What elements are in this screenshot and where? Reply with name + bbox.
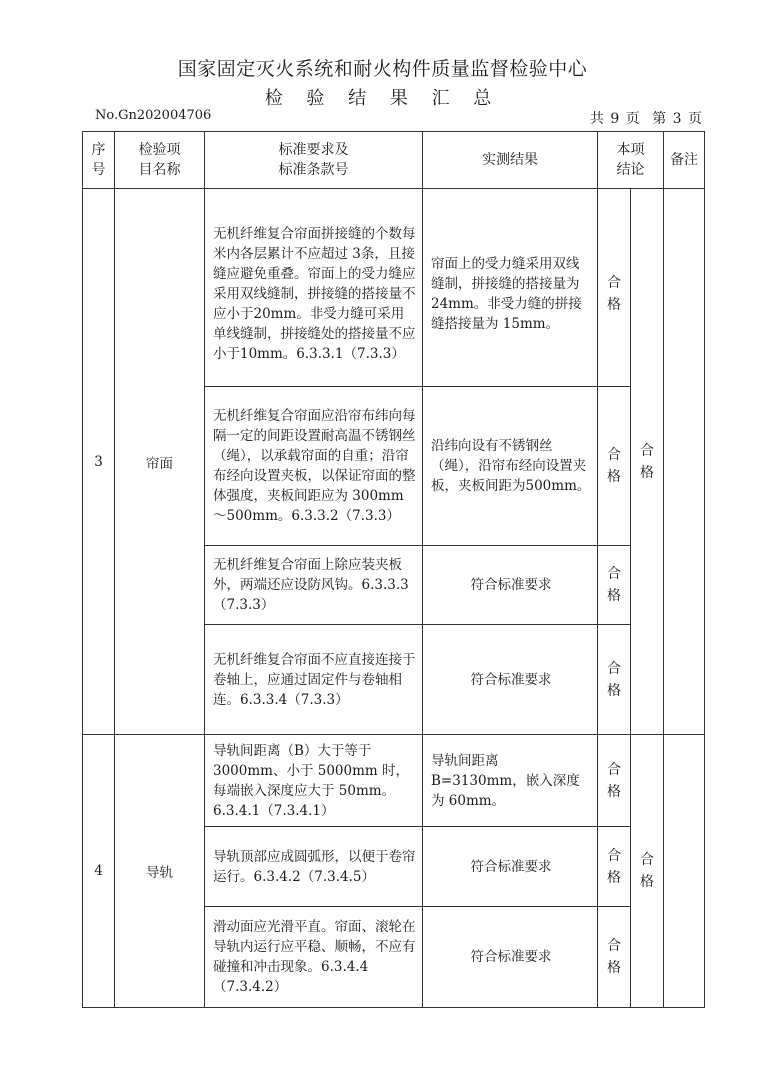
header-row	[83, 132, 705, 189]
col-remark-header: 备注	[664, 132, 705, 189]
standard-text: 无机纤维复合帘面应沿帘布纬向每隔一定的间距设置耐高温不锈钢丝（绳），以承载帘面的自重；沿帘布经向设置夹板，以保证帘面的整体强度，夹板间距应为 300mm～500mm。6.3.3.2（7.3.3）	[205, 387, 423, 546]
result-text: 符合标准要求	[423, 907, 598, 1008]
result-text: 帘面上的受力缝采用双线缝制，拼接缝的搭接量为 24mm。非受力缝的拼接缝搭接量为 15mm。	[423, 203, 598, 387]
remark-cell	[664, 735, 705, 1008]
current-page: 第 3 页	[652, 111, 703, 127]
sub-conclusion: 合 格	[598, 625, 631, 735]
standard-text: 无机纤维复合帘面拼接缝的个数每米内各层累计不应超过 3条，且接缝应避免重叠。帘面上的受力缝应采用双线缝制，拼接缝的搭接量不应小于20mm。非受力缝可采用单线缝制，拼接缝处的搭接量不应小于10mm。6.3.3.1（7.3.3）	[205, 203, 423, 387]
doc-number: No.Gn202004706	[95, 108, 212, 123]
col-standard-header: 标准要求及 标准条款号	[205, 132, 423, 189]
col-result-header: 实测结果	[423, 132, 598, 189]
col-item-header: 检验项 目名称	[115, 132, 205, 189]
remark-cell	[664, 189, 705, 735]
sub-conclusion: 合 格	[598, 203, 631, 387]
standard-text: 导轨间距离（B）大于等于3000mm、小于 5000mm 时，每端嵌入深度应大于 50mm。6.3.4.1（7.3.4.1）	[205, 735, 423, 827]
result-text: 符合标准要求	[423, 827, 598, 907]
result-text: 导轨间距离 B=3130mm，嵌入深度为 60mm。	[423, 735, 598, 827]
sub-conclusion: 合 格	[598, 387, 631, 546]
result-text: 符合标准要求	[423, 625, 598, 735]
org-title: 国家固定灭火系统和耐火构件质量监督检验中心	[177, 58, 588, 80]
seq-cell: 3	[83, 189, 115, 735]
result-text: 符合标准要求	[423, 546, 598, 625]
col-seq-header: 序 号	[83, 132, 115, 189]
item-name-cell: 帘面	[115, 189, 205, 735]
seq-cell: 4	[83, 735, 115, 1008]
page-info	[590, 108, 703, 128]
col-conclusion-header: 本项 结论	[598, 132, 664, 189]
standard-text: 导轨顶部应成圆弧形，以便于卷帘运行。6.3.4.2（7.3.4.5）	[205, 827, 423, 907]
item-conclusion: 合 格	[631, 735, 664, 1008]
sub-conclusion: 合 格	[598, 735, 631, 827]
sub-conclusion: 合 格	[598, 827, 631, 907]
table-row	[83, 735, 705, 827]
standard-text: 无机纤维复合帘面不应直接连接于卷轴上，应通过固定件与卷轴相连。6.3.3.4（7.3.3）	[205, 625, 423, 735]
standard-text: 无机纤维复合帘面上除应装夹板外，两端还应设防风钩。6.3.3.3（7.3.3）	[205, 546, 423, 625]
sub-conclusion: 合 格	[598, 546, 631, 625]
total-pages: 共 9 页	[589, 111, 641, 127]
result-text: 沿纬向设有不锈钢丝（绳），沿帘布经向设置夹板，夹板间距为500mm。	[423, 387, 598, 546]
standard-text: 滑动面应光滑平直。帘面、滚轮在导轨内运行应平稳、顺畅，不应有碰撞和冲击现象。6.3.4.4（7.3.4.2）	[205, 907, 423, 1008]
sub-conclusion: 合 格	[598, 907, 631, 1008]
doc-title: 检 验 结 果 汇 总	[264, 88, 501, 109]
item-conclusion: 合 格	[631, 189, 664, 735]
item-name-cell: 导轨	[115, 735, 205, 1008]
spacer-row	[83, 189, 705, 203]
results-table	[82, 131, 705, 1008]
